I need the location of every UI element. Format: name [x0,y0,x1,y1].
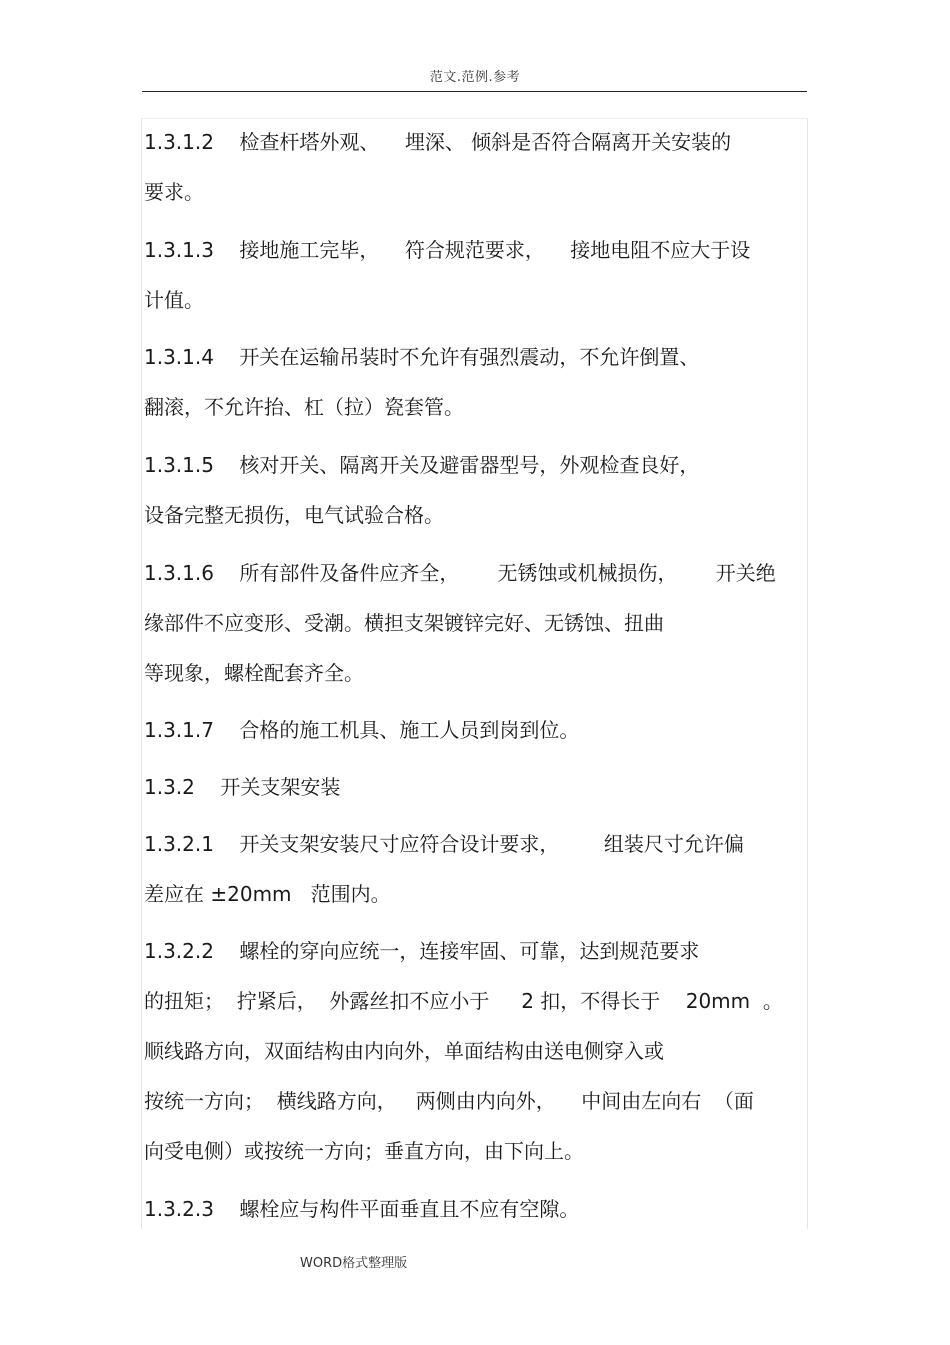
body-text-line: 1.3.1.5 核对开关、隔离开关及避雷器型号，外观检查良好， [144,453,700,477]
body-text-line: 等现象，螺栓配套齐全。 [144,661,364,685]
body-text-line: 翻滚，不允许抬、杠（拉）瓷套管。 [144,395,464,419]
body-text-line: 向受电侧）或按统一方向；垂直方向，由下向上。 [144,1139,584,1163]
body-text-line: 计值。 [144,288,204,312]
body-text-line: 1.3.2.1 开关支架安装尺寸应符合设计要求， 组装尺寸允许偏 [144,832,744,856]
body-text-line: 1.3.1.2 检查杆塔外观、 埋深、 倾斜是否符合隔离开关安装的 [144,130,732,154]
header-divider [142,91,807,92]
body-text-line: 要求。 [144,180,204,204]
body-text-line: 缘部件不应变形、受潮。横担支架镀锌完好、无锈蚀、扭曲 [144,611,664,635]
body-text-line: 差应在 ±20mm 范围内。 [144,882,391,906]
body-text-line: 1.3.1.7 合格的施工机具、施工人员到岗到位。 [144,718,580,742]
body-text-line: 1.3.2.3 螺栓应与构件平面垂直且不应有空隙。 [144,1197,580,1221]
body-text-line: 顺线路方向，双面结构由内向外，单面结构由送电侧穿入或 [144,1039,664,1063]
body-text-line: 1.3.1.6 所有部件及备件应齐全， 无锈蚀或机械损伤， 开关绝 [144,561,776,585]
body-text-line: 的扭矩； 拧紧后， 外露丝扣不应小于 2 扣，不得长于 20mm 。 [144,989,783,1013]
body-text-line: 1.3.1.4 开关在运输吊装时不允许有强烈震动，不允许倒置、 [144,345,700,369]
page-header-text: 范文.范例.参考 [429,70,521,85]
body-text-line: 1.3.2 开关支架安装 [144,775,341,799]
body-text-line: 1.3.1.3 接地施工完毕， 符合规范要求， 接地电阻不应大于设 [144,238,751,262]
page-footer-text: WORD格式整理版 [300,1256,408,1271]
body-text-line: 1.3.2.2 螺栓的穿向应统一，连接牢固、可靠，达到规范要求 [144,939,700,963]
body-text-line: 按统一方向； 横线路方向， 两侧由内向外， 中间由左向右 （面 [144,1089,754,1113]
body-text-line: 设备完整无损伤，电气试验合格。 [144,503,444,527]
